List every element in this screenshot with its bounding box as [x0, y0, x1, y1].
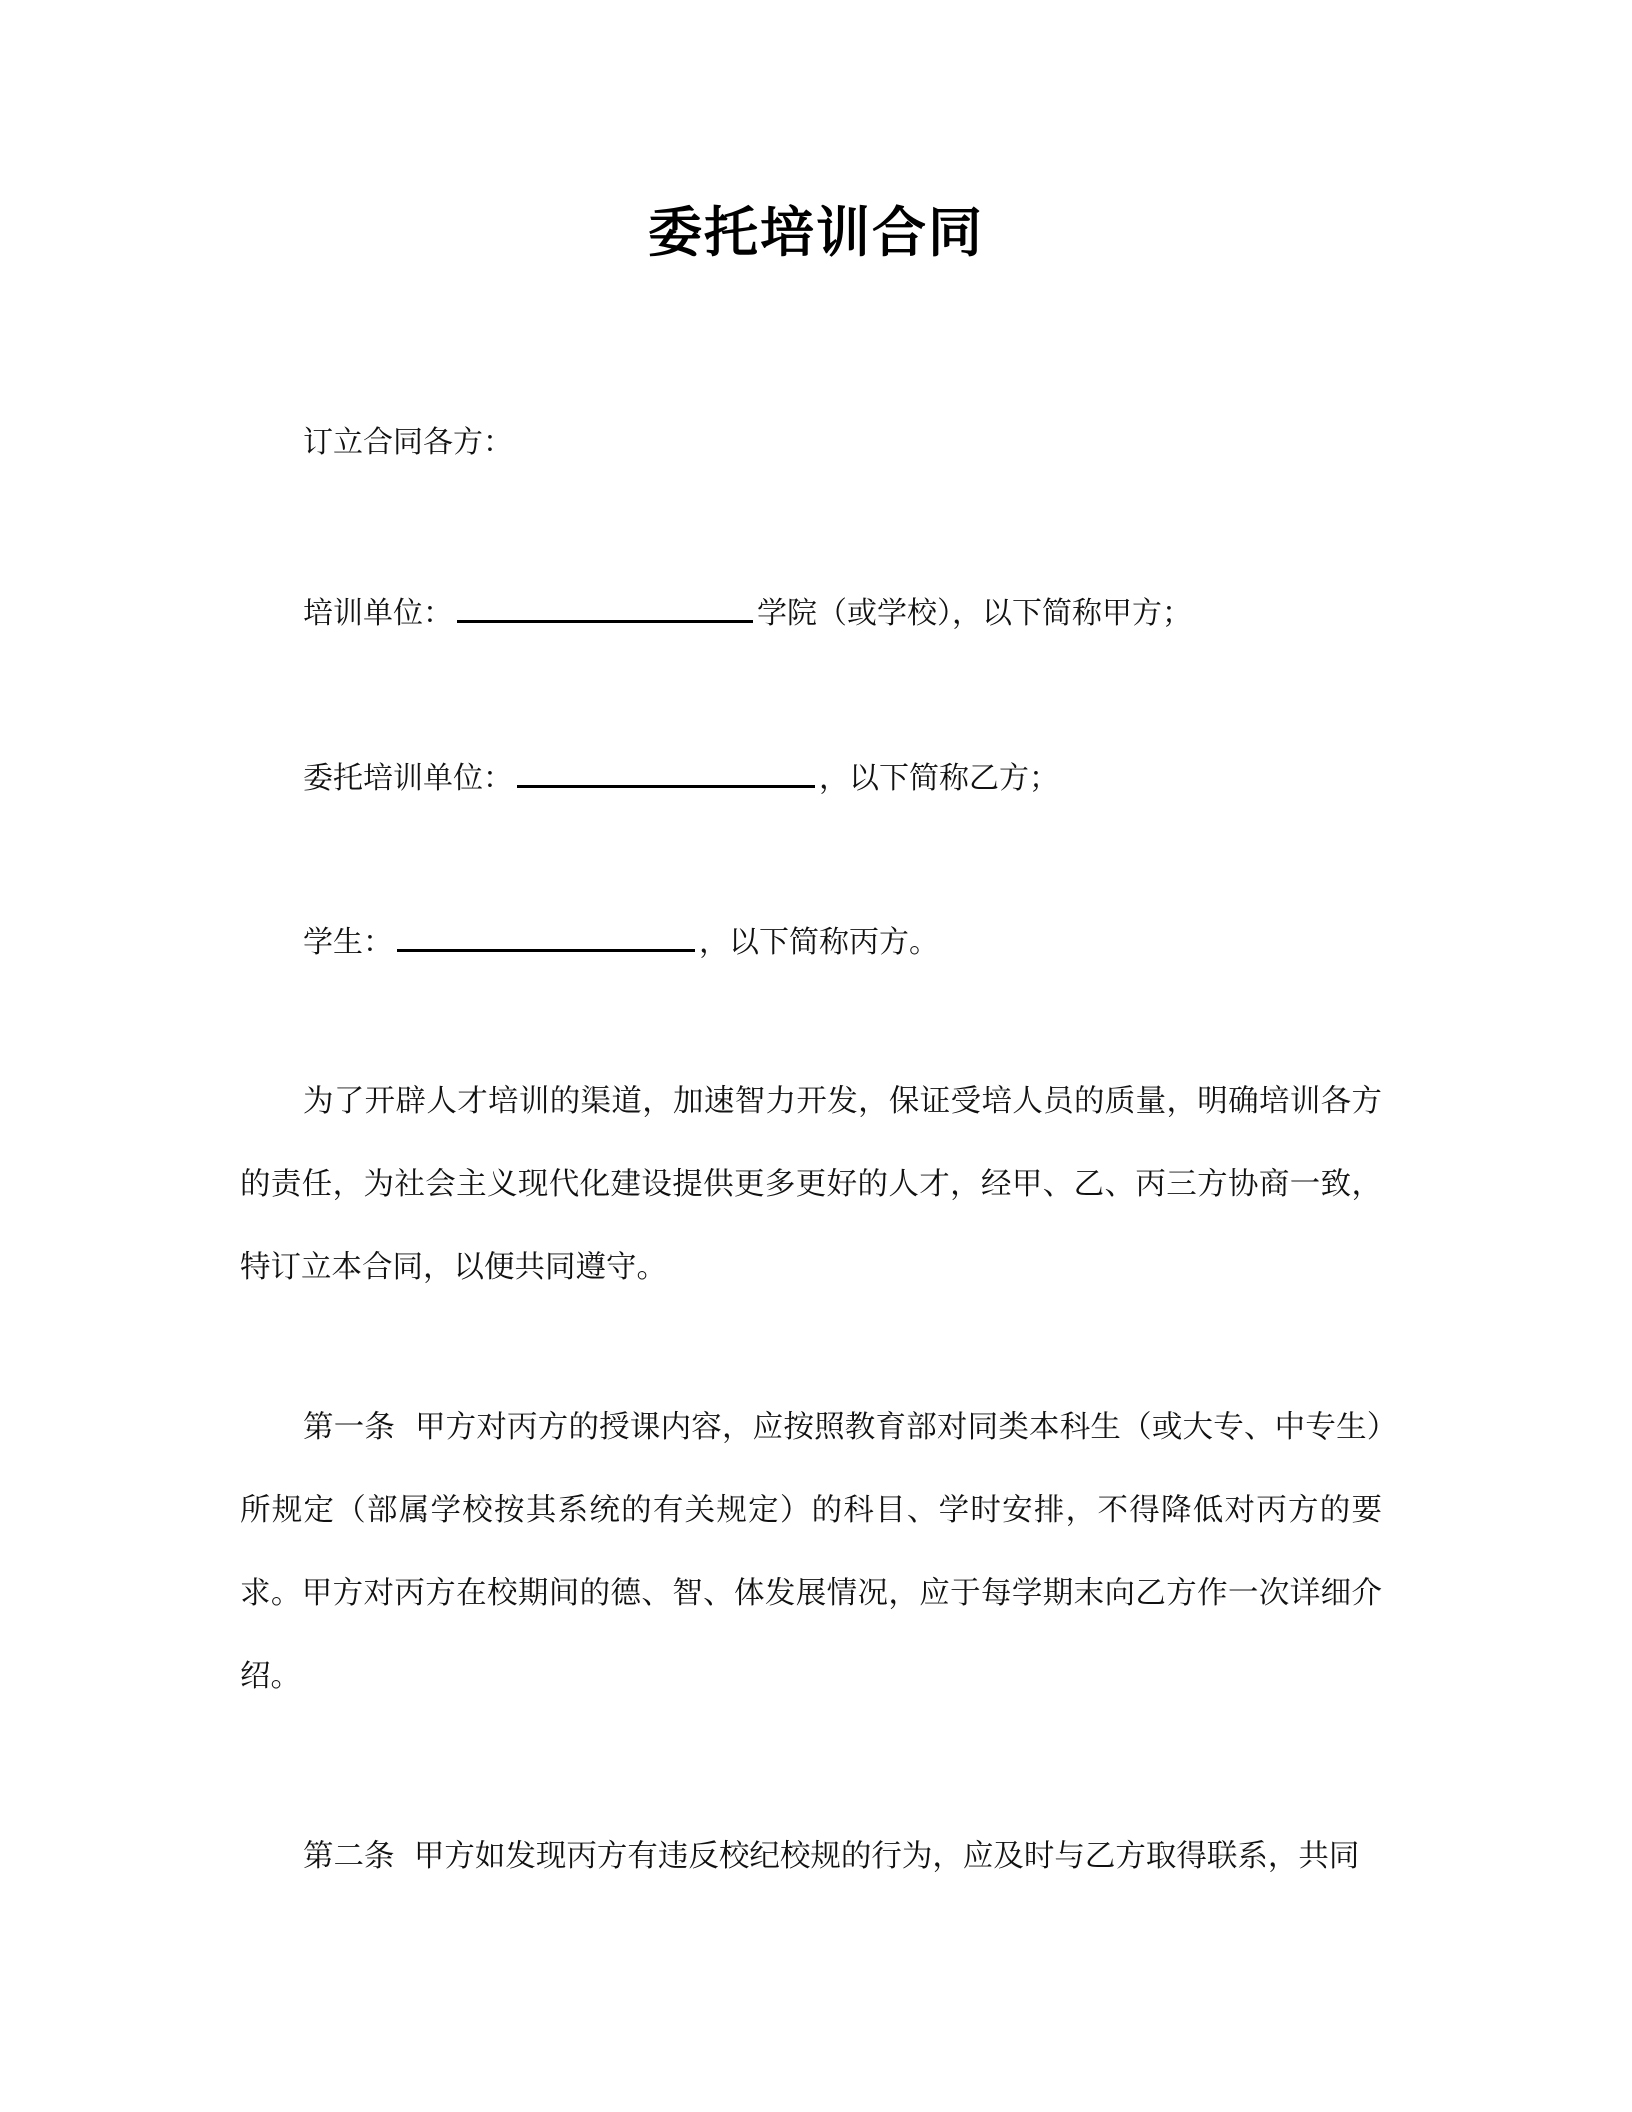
preamble-paragraph: 为了开辟人才培训的渠道，加速智力开发，保证受培人员的质量，明确培训各方的责任，为社会主义现代化建设提供更多更好的人才，经甲、乙、丙三方协商一致，特订立本合同，以便共同遵守。: [240, 1084, 1382, 1285]
party-label: 学生：: [303, 925, 393, 960]
article-number: 第一条: [303, 1410, 396, 1445]
party-commissioning-unit: [240, 755, 1443, 797]
parties-heading: 订立合同各方：: [303, 425, 513, 460]
party-student: [240, 919, 1443, 961]
party-suffix: ，以下简称乙方；: [819, 761, 1059, 796]
training-unit-blank-field[interactable]: [457, 590, 753, 623]
article-text: 甲方如发现丙方有违反校纪校规的行为，应及时与乙方取得联系，共同: [413, 1839, 1360, 1874]
student-blank-field[interactable]: [397, 919, 695, 952]
document-title: 委托培训合同: [648, 201, 984, 264]
party-label: 培训单位：: [303, 596, 453, 631]
article-1: [240, 1386, 1382, 1718]
party-suffix: ，以下简称丙方。: [699, 925, 939, 960]
article-text: 甲方对丙方的授课内容，应按照教育部对同类本科生（或大专、中专生）所规定（部属学校按其系统的有关规定）的科目、学时安排，不得降低对丙方的要求。甲方对丙方在校期间的德、智、体发展情况，应于每学期末向乙方作一次详细介绍。: [240, 1410, 1383, 1694]
party-label: 委托培训单位：: [303, 761, 513, 796]
party-training-unit: [240, 590, 1443, 632]
article-number: 第二条: [303, 1839, 395, 1874]
party-suffix: 学院（或学校），以下简称甲方；: [757, 596, 1192, 631]
article-2: [240, 1815, 1382, 1898]
commissioning-unit-blank-field[interactable]: [517, 755, 815, 788]
